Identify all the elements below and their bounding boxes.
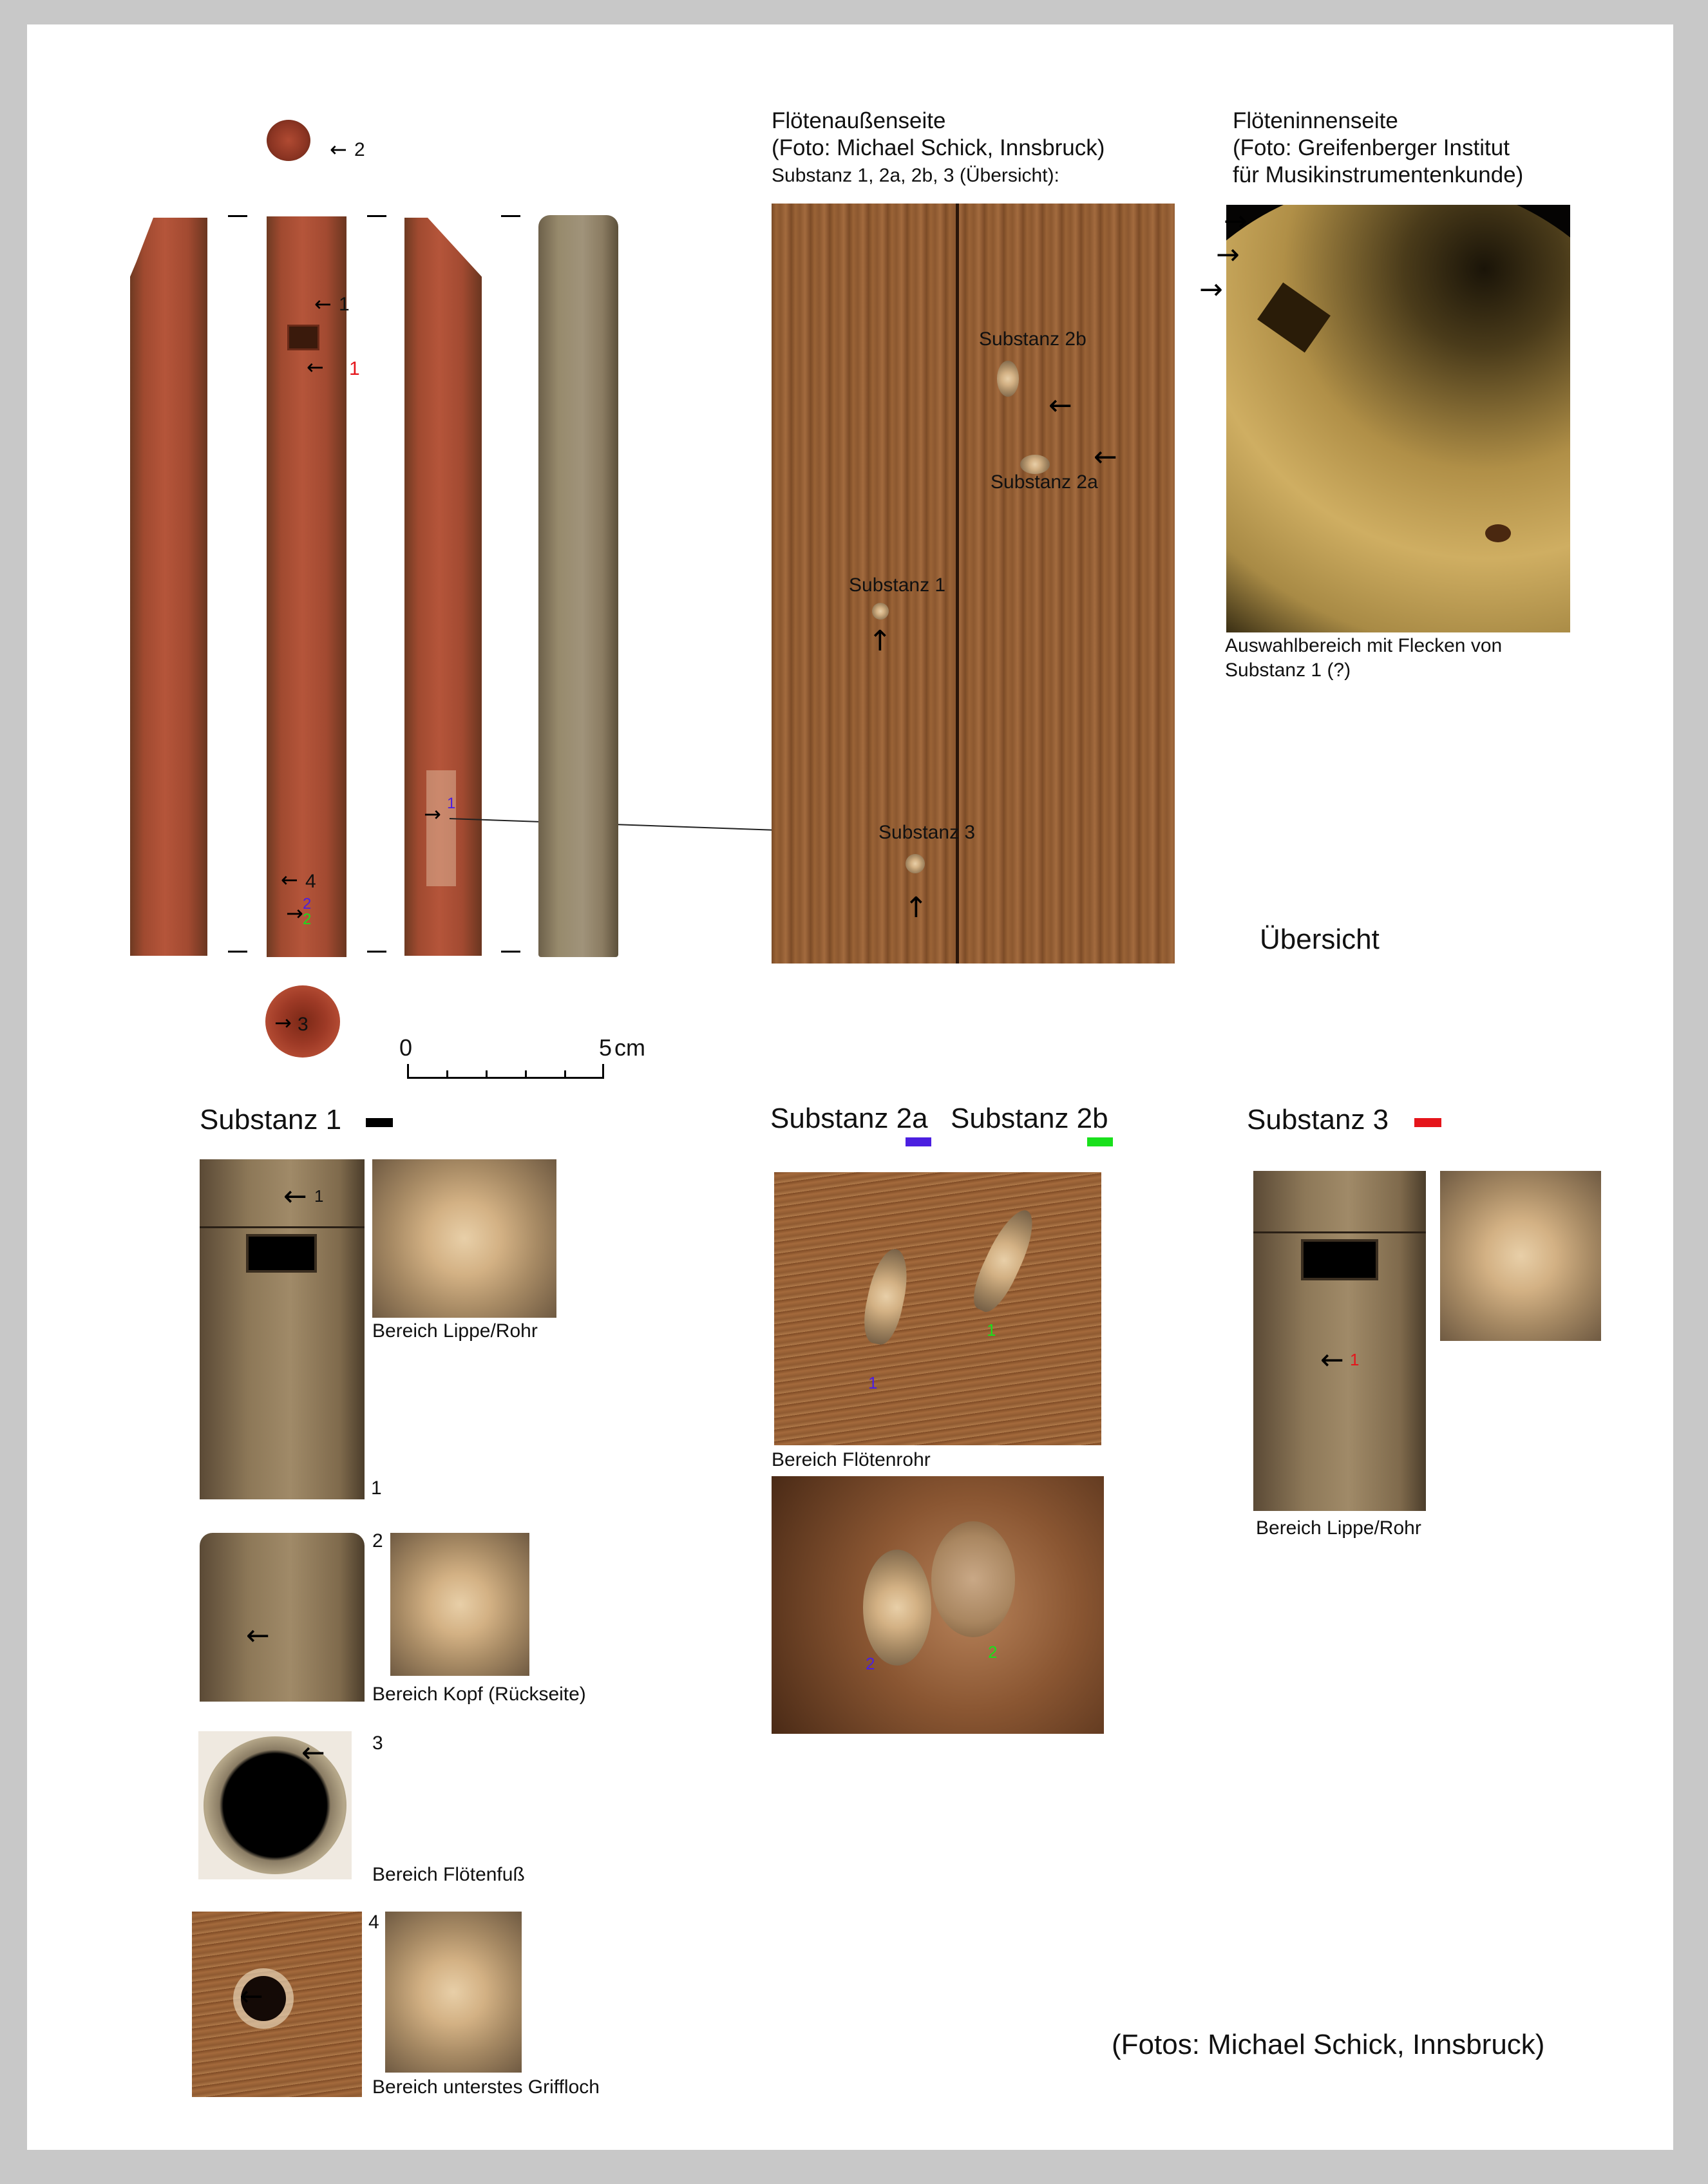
window-hole xyxy=(246,1234,317,1273)
label-substance-3: Substanz 3 xyxy=(878,822,976,843)
scale-unit: cm xyxy=(614,1034,645,1061)
s1-number-3: 3 xyxy=(372,1733,383,1754)
crack-line xyxy=(956,204,959,964)
scale-bar xyxy=(407,1077,604,1079)
arrow-right-icon: → xyxy=(1199,273,1223,306)
arrow-right-icon: → xyxy=(286,901,303,926)
s3-detail xyxy=(1440,1171,1601,1341)
arrow-right-icon: → xyxy=(424,802,441,826)
s1-caption-lip: Bereich Lippe/Rohr xyxy=(372,1320,538,1342)
arrow-left-icon: ← xyxy=(1320,1344,1344,1376)
arrow-left-icon: ← xyxy=(314,292,332,316)
s3-caption: Bereich Lippe/Rohr xyxy=(1256,1517,1421,1539)
flute-marker-4: 4 xyxy=(305,871,316,892)
s1-photo-marker: 1 xyxy=(314,1186,324,1206)
substance-1-color-swatch xyxy=(366,1118,393,1127)
arrow-left-icon: ← xyxy=(1049,389,1072,422)
scale-tick xyxy=(564,1070,566,1078)
label-substance-1: Substanz 1 xyxy=(849,574,946,596)
arrow-right-icon: → xyxy=(1224,205,1248,238)
arrow-right-icon: → xyxy=(274,1011,292,1035)
flute-marker-1-red: 1 xyxy=(349,358,360,379)
inside-credit-2: für Musikinstrumentenkunde) xyxy=(1233,162,1524,187)
label-substance-2a: Substanz 2a xyxy=(991,471,1098,493)
s2-photo-tube xyxy=(774,1172,1101,1445)
arrow-left-icon: ← xyxy=(246,1619,270,1652)
dimension-tick xyxy=(367,951,386,953)
flute-back-view xyxy=(538,215,618,957)
connector-line xyxy=(450,818,801,831)
s3-photo-lip xyxy=(1253,1171,1426,1511)
inside-photo xyxy=(1226,205,1570,632)
arrow-left-icon: ← xyxy=(283,1180,307,1213)
scale-tick xyxy=(602,1064,604,1078)
outside-title: Flötenaußenseite xyxy=(772,108,946,133)
s2-marker-a2: 2 xyxy=(866,1654,875,1673)
substance-2b-spot xyxy=(997,361,1019,397)
sample-area-highlight xyxy=(426,770,456,886)
s2-marker-b1: 1 xyxy=(987,1320,996,1340)
arrow-left-icon: ← xyxy=(240,1980,263,2013)
substance-2b-title: Substanz 2b xyxy=(951,1103,1108,1134)
flute-side-view-left xyxy=(130,218,207,956)
arrow-left-icon: ← xyxy=(330,137,347,162)
window-hole xyxy=(1301,1239,1378,1280)
head-marker: 2 xyxy=(354,139,365,160)
inside-title: Flöteninnenseite xyxy=(1233,108,1398,133)
label-substance-2b: Substanz 2b xyxy=(979,328,1086,350)
scale-end: 5 xyxy=(599,1034,612,1061)
photo-credit: (Fotos: Michael Schick, Innsbruck) xyxy=(1112,2029,1545,2060)
flute-marker-3: 3 xyxy=(298,1014,308,1035)
overview-label: Übersicht xyxy=(1260,924,1380,955)
s1-caption-fingerhole: Bereich unterstes Griffloch xyxy=(372,2076,600,2098)
scale-tick xyxy=(486,1070,488,1078)
s1-number-1: 1 xyxy=(371,1477,382,1499)
scale-tick xyxy=(446,1070,448,1078)
s2-photo-macro xyxy=(772,1476,1104,1734)
bore-dark-circle xyxy=(1226,205,1570,632)
s1-photo-head xyxy=(200,1533,365,1702)
dimension-tick xyxy=(501,215,520,217)
substance-1-spot xyxy=(872,603,889,620)
arrow-left-icon: ← xyxy=(281,868,298,892)
inside-caption-1: Auswahlbereich mit Flecken von xyxy=(1225,635,1503,656)
arrow-left-icon: ← xyxy=(1094,441,1117,473)
s1-number-4: 4 xyxy=(368,1912,379,1933)
arrow-up-icon: ↑ xyxy=(904,891,928,924)
outside-overview-photo xyxy=(772,204,1175,964)
inside-credit-1: (Foto: Greifenberger Institut xyxy=(1233,135,1510,160)
s2-marker-b2: 2 xyxy=(988,1642,998,1662)
window-hole xyxy=(287,325,319,350)
substance-2a-drop xyxy=(859,1246,914,1347)
s1-photo-lip xyxy=(200,1159,365,1499)
scale-tick xyxy=(407,1064,409,1078)
dimension-tick xyxy=(228,951,247,953)
substance-1-title: Substanz 1 xyxy=(200,1104,342,1135)
stain-spot xyxy=(1485,524,1511,542)
substance-2a-macro xyxy=(863,1550,931,1666)
s2-caption: Bereich Flötenrohr xyxy=(772,1449,931,1470)
substance-2a-color-swatch xyxy=(906,1137,931,1146)
inside-caption-2: Substanz 1 (?) xyxy=(1225,660,1351,681)
outside-credit: (Foto: Michael Schick, Innsbruck) xyxy=(772,135,1105,160)
seam-line xyxy=(200,1226,365,1228)
substance-3-color-swatch xyxy=(1414,1118,1441,1127)
flute-marker-1-purple: 1 xyxy=(447,795,456,812)
dimension-tick xyxy=(501,951,520,953)
substance-2b-macro xyxy=(931,1521,1015,1637)
flute-marker-2-purple: 2 xyxy=(303,895,312,913)
s1-detail-fingerhole xyxy=(385,1912,522,2073)
s1-detail-lip xyxy=(372,1159,556,1318)
document-sheet xyxy=(27,24,1673,2150)
s1-caption-foot: Bereich Flötenfuß xyxy=(372,1864,525,1885)
seam-line xyxy=(1253,1231,1426,1233)
arrow-up-icon: ↑ xyxy=(868,625,892,658)
scale-start: 0 xyxy=(399,1034,413,1061)
substance-2b-color-swatch xyxy=(1087,1137,1113,1146)
flute-marker-1: 1 xyxy=(339,294,350,315)
arrow-right-icon: → xyxy=(1216,238,1240,271)
dimension-tick xyxy=(228,215,247,217)
s1-photo-fingerhole xyxy=(192,1912,362,2097)
s1-photo-foot xyxy=(198,1731,352,1879)
dimension-tick xyxy=(367,215,386,217)
arrow-left-icon: ← xyxy=(301,1736,325,1769)
s2-marker-a1: 1 xyxy=(868,1373,878,1392)
substance-3-spot xyxy=(906,854,925,873)
scale-tick xyxy=(525,1070,527,1078)
s1-caption-head: Bereich Kopf (Rückseite) xyxy=(372,1684,586,1705)
outside-substances: Substanz 1, 2a, 2b, 3 (Übersicht): xyxy=(772,165,1059,186)
s1-number-2: 2 xyxy=(372,1530,383,1552)
flute-head-end-view xyxy=(267,120,310,161)
s1-detail-head xyxy=(390,1533,529,1676)
substance-3-title: Substanz 3 xyxy=(1247,1104,1389,1135)
substance-2a-title: Substanz 2a xyxy=(770,1103,928,1134)
substance-2b-drop xyxy=(965,1204,1043,1318)
s3-photo-marker: 1 xyxy=(1350,1350,1360,1369)
flute-marker-2-green: 2 xyxy=(303,911,312,928)
arrow-left-icon: ← xyxy=(307,355,324,379)
